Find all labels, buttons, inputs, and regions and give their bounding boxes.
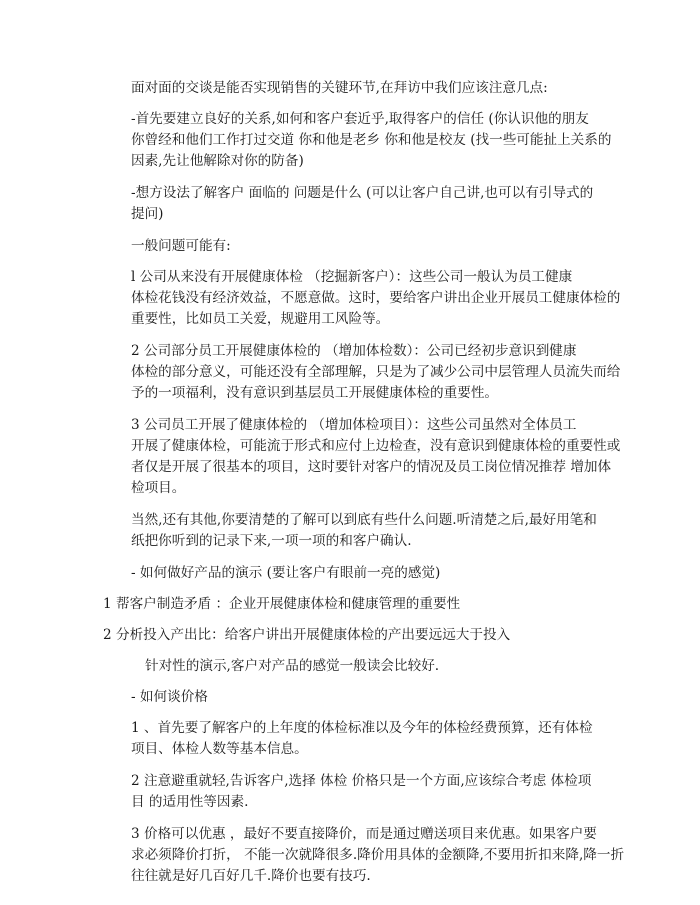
paragraph-price-2	[103, 771, 603, 813]
text-line: l 公司从来没有开展健康体检 （挖掘新客户）：这些公司一般认为员工健康	[131, 269, 573, 285]
text-line: 体检的部分意义，可能还没有全部理解，只是为了减少公司中层管理人员流失而给	[131, 364, 621, 380]
text-line: 目 的适用性等因素.	[131, 794, 249, 810]
paragraph-price-3	[103, 824, 625, 887]
paragraph-intro	[103, 78, 603, 99]
text-line: 2 分析投入产出比：给客户讲出开展健康体检的产出要远远大于投入	[103, 627, 511, 643]
text-line: 重要性，比如员工关爱，规避用工风险等。	[131, 311, 390, 327]
paragraph-case-2	[103, 341, 621, 404]
text-line: 当然,还有其他,你要清楚的了解可以到底有些什么问题.听清楚之后,最好用笔和	[131, 512, 597, 528]
paragraph-common-problems	[103, 236, 603, 257]
paragraph-price-1	[103, 718, 603, 760]
text-line: 提问)	[131, 206, 164, 222]
text-line: -首先要建立良好的关系,如何和客户套近乎,取得客户的信任 (你认识他的朋友	[131, 111, 589, 127]
text-line: 开展了健康体检，可能流于形式和应付上边检查，没有意识到健康体检的重要性或	[131, 438, 621, 454]
paragraph-understand-problems	[103, 183, 603, 225]
text-line: 者仅是开展了很基本的项目，这时要针对客户的情况及员工岗位情况推荐 增加体	[131, 459, 612, 475]
text-line: 往往就是好几百好几千.降价也要有技巧.	[131, 868, 371, 884]
text-line: 体检花钱没有经济效益，不愿意做。这时，要给客户讲出企业开展员工健康体检的	[131, 290, 621, 306]
text-line: 1 、首先要了解客户的上年度的体检标准以及今年的体检经费预算，还有体检	[131, 720, 593, 736]
paragraph-case-3	[103, 415, 621, 499]
text-line: -想方设法了解客户 面临的 问题是什么 (可以让客户自己讲,也可以有引导式的	[131, 185, 594, 201]
heading-price-negotiation	[103, 687, 603, 708]
text-line: 针对性的演示,客户对产品的感觉一般读会比较好.	[145, 658, 440, 674]
text-line: 项目、体检人数等基本信息。	[131, 741, 308, 757]
text-line: 2 公司部分员工开展健康体检的 （增加体检数）：公司已经初步意识到健康	[131, 343, 577, 359]
text-line: - 如何做好产品的演示 (要让客户有眼前一亮的感觉)	[131, 565, 441, 581]
text-line: - 如何谈价格	[131, 689, 208, 705]
text-line: 1 帮客户制造矛盾 ：企业开展健康体检和健康管理的重要性	[103, 596, 461, 612]
text-line: 纸把你听到的记录下来,一项一项的和客户确认.	[131, 533, 412, 549]
text-line: 3 价格可以优惠 ，最好不要直接降价，而是通过赠送项目来优惠。如果客户要	[131, 826, 597, 842]
paragraph-demo-point-1	[103, 594, 603, 615]
heading-product-demo	[103, 563, 603, 584]
text-line: 你曾经和他们工作打过交道 你和他是老乡 你和他是校友 (找一些可能扯上关系的	[131, 132, 612, 148]
paragraph-confirm-with-client	[103, 510, 603, 552]
paragraph-demo-point-2	[103, 625, 603, 646]
text-line: 一般问题可能有:	[131, 238, 231, 254]
text-line: 2 注意避重就轻,告诉客户,选择 体检 价格只是一个方面,应该综合考虑 体检项	[131, 773, 592, 789]
paragraph-build-relationship	[103, 109, 612, 172]
text-line: 求必须降价打折， 不能一次就降很多.降价用具体的金额降,不要用折扣来降,降一折	[131, 847, 625, 863]
text-line: 因素,先让他解除对你的防备)	[131, 153, 304, 169]
text-line: 检项目。	[131, 480, 186, 496]
text-line: 面对面的交谈是能否实现销售的关键环节,在拜访中我们应该注意几点:	[131, 80, 548, 96]
text-line: 3 公司员工开展了健康体检的 （增加体检项目）：这些公司虽然对全体员工	[131, 417, 577, 433]
text-line: 予的一项福利，没有意识到基层员工开展健康体检的重要性。	[131, 385, 499, 401]
paragraph-demo-note	[103, 656, 603, 677]
paragraph-case-1	[103, 267, 621, 330]
